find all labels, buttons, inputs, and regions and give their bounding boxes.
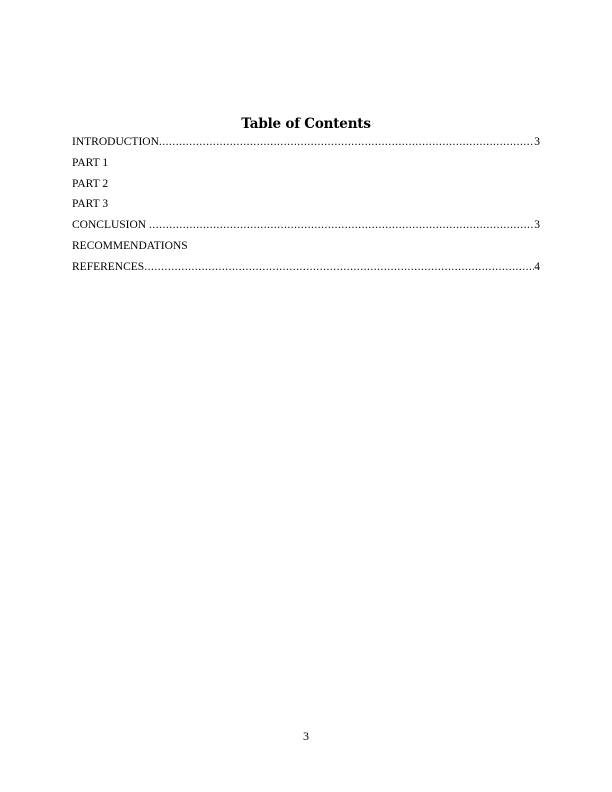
toc-dot-leader [149,218,534,232]
toc-entry-page: 3 [534,136,540,148]
toc-entry-label: REFERENCES [72,261,145,273]
toc-entry-part-3[interactable] [72,197,540,211]
toc-entry-label: RECOMMENDATIONS [72,240,188,252]
toc-entry-part-1[interactable] [72,156,540,170]
toc-heading: Table of Contents [241,116,371,132]
toc-entry-introduction[interactable] [72,135,540,149]
toc-entry-page: 3 [534,219,540,231]
toc-dot-leader [144,260,534,274]
toc-entry-label: PART 3 [72,198,109,210]
toc-dot-leader [159,135,534,149]
toc-entry-references[interactable] [72,260,540,274]
toc-entry-label: PART 2 [72,178,109,190]
toc-entry-part-2[interactable] [72,177,540,191]
toc-entry-conclusion[interactable] [72,218,540,232]
toc-entry-page: 4 [534,261,540,273]
page-number: 3 [303,729,309,743]
toc-entry-recommendations[interactable] [72,239,540,253]
toc-entry-label: CONCLUSION [72,219,149,231]
toc-entry-label: PART 1 [72,157,109,169]
toc-entry-label: INTRODUCTION [72,136,159,148]
